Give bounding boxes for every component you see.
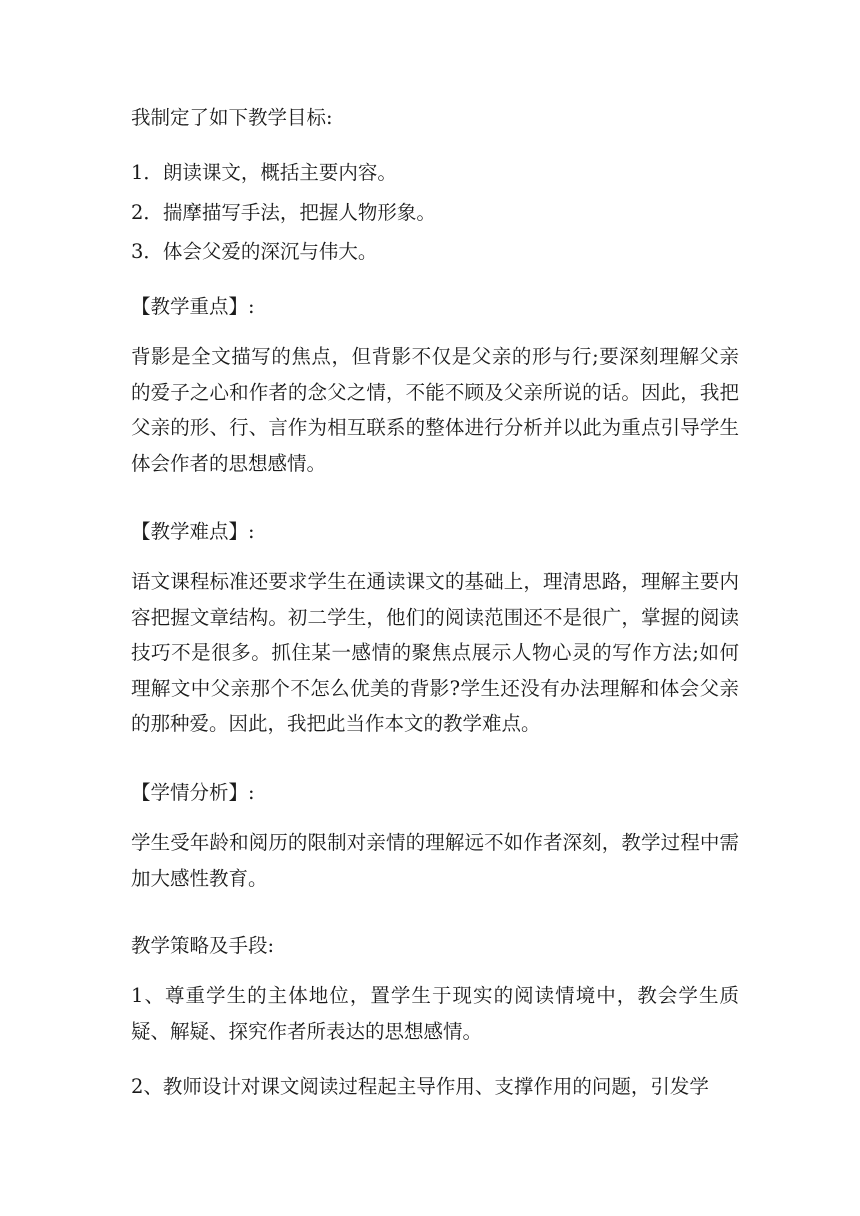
objective-item-1: 1．朗读课文，概括主要内容。 <box>131 161 397 184</box>
student-analysis-paragraph: 学生受年龄和阅历的限制对亲情的理解远不如作者深刻，教学过程中需加大感性教育。 <box>131 831 739 890</box>
strategy-item-2: 2、教师设计对课文阅读过程起主导作用、支撑作用的问题，引发学 <box>131 1075 709 1098</box>
key-points-heading: 【教学重点】: <box>131 295 255 318</box>
difficulties-heading: 【教学难点】: <box>131 520 255 543</box>
objective-item-3: 3．体会父爱的深沉与伟大。 <box>131 240 378 263</box>
student-analysis-heading: 【学情分析】: <box>131 781 255 804</box>
strategy-heading: 教学策略及手段: <box>131 934 275 957</box>
objective-item-2: 2．揣摩描写手法，把握人物形象。 <box>131 201 436 224</box>
intro-text: 我制定了如下教学目标: <box>131 106 333 129</box>
strategy-item-1: 1、尊重学生的主体地位，置学生于现实的阅读情境中，教会学生质疑、解疑、探究作者所表达的思想感情。 <box>131 984 739 1043</box>
key-points-paragraph: 背影是全文描写的焦点，但背影不仅是父亲的形与行;要深刻理解父亲的爱子之心和作者的念父之情，不能不顾及父亲所说的话。因此，我把父亲的形、行、言作为相互联系的整体进行分析并以此为重点引导学生体会作者的思想感情。 <box>131 345 739 475</box>
difficulties-paragraph: 语文课程标准还要求学生在通读课文的基础上，理清思路，理解主要内容把握文章结构。初二学生，他们的阅读范围还不是很广，掌握的阅读技巧不是很多。抓住某一感情的聚焦点展示人物心灵的写作方法;如何理解文中父亲那个不怎么优美的背影?学生还没有办法理解和体会父亲的那种爱。因此，我把此当作本文的教学难点。 <box>131 570 739 735</box>
